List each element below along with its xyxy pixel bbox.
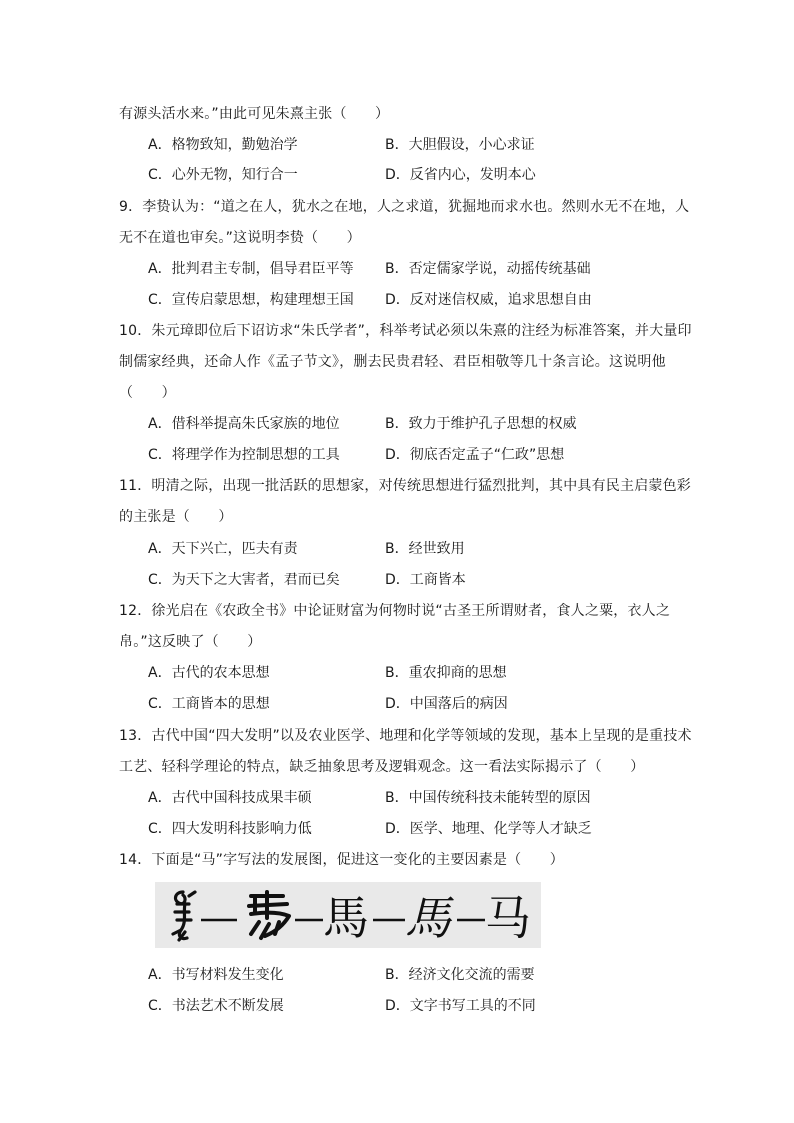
- q9-option-b: B．否定儒家学说，动摇传统基础: [385, 261, 591, 277]
- q9-option-d: D．反对迷信权威，追求思想自由: [385, 292, 592, 308]
- q10-stem-line2: 制儒家经典，还命人作《孟子节文》，删去民贵君轻、君臣相敬等几十条言论。这说明他: [119, 354, 666, 370]
- q8-option-c: C．心外无物，知行合一: [148, 167, 298, 183]
- q10-option-c: C．将理学作为控制思想的工具: [148, 447, 340, 463]
- simplified-glyph: 马: [485, 891, 531, 945]
- q12-stem-line1: 12．徐光启在《农政全书》中论证财富为何物时说“古圣王所谓财者，食人之粟，衣人之: [119, 603, 671, 619]
- q10-stem-line1: 10．朱元璋即位后下诏访求“朱氏学者”，科举考试必须以朱熹的注经为标准答案，并大量印: [119, 323, 692, 339]
- q11-stem-line2: 的主张是（ ）: [119, 509, 233, 525]
- q11-option-b: B．经世致用: [385, 541, 465, 557]
- q11-option-d: D．工商皆本: [385, 572, 466, 588]
- q12-option-d: D．中国落后的病因: [385, 696, 508, 712]
- regular-script-glyph: 馬: [405, 891, 451, 945]
- q8-option-b: B．大胆假设，小心求证: [385, 137, 535, 153]
- q14-option-c: C．书法艺术不断发展: [148, 998, 284, 1014]
- q10-option-a: A．借科举提高朱氏家族的地位: [148, 416, 340, 432]
- q9-stem-line2: 无不在道也审矣。”这说明李贽（ ）: [119, 230, 361, 246]
- q12-option-c: C．工商皆本的思想: [148, 696, 270, 712]
- q12-option-b: B．重农抑商的思想: [385, 665, 507, 681]
- q13-option-b: B．中国传统科技未能转型的原因: [385, 790, 591, 806]
- q12-option-a: A．古代的农本思想: [148, 665, 270, 681]
- q14-option-a: A．书写材料发生变化: [148, 967, 284, 983]
- oracle-bone-horse-glyph: [173, 892, 195, 940]
- q12-stem-line2: 帛。”这反映了（ ）: [119, 634, 262, 650]
- q11-option-c: C．为天下之大害者，君而已矣: [148, 572, 340, 588]
- q14-option-d: D．文字书写工具的不同: [385, 998, 536, 1014]
- q8-option-d: D．反省内心，发明本心: [385, 167, 536, 183]
- q8-option-a: A．格物致知，勤勉治学: [148, 137, 298, 153]
- q10-stem-line3: （ ）: [119, 385, 176, 401]
- q10-option-b: B．致力于维护孔子思想的权威: [385, 416, 577, 432]
- q13-option-d: D．医学、地理、化学等人才缺乏: [385, 821, 592, 837]
- q13-stem-line1: 13．古代中国“四大发明”以及农业医学、地理和化学等领域的发现，基本上呈现的是重技术: [119, 728, 692, 744]
- q11-stem-line1: 11．明清之际，出现一批活跃的思想家，对传统思想进行猛烈批判，其中具有民主启蒙色彩: [119, 478, 692, 494]
- ma-character-evolution-figure: [155, 882, 541, 948]
- q10-option-d: D．彻底否定孟子“仁政”思想: [385, 447, 565, 463]
- q13-option-c: C．四大发明科技影响力低: [148, 821, 312, 837]
- q14-option-b: B．经济文化交流的需要: [385, 967, 535, 983]
- q8-stem: 有源头活水来。”由此可见朱熹主张（ ）: [119, 106, 390, 122]
- q14-stem: 14．下面是“马”字写法的发展图，促进这一变化的主要因素是（ ）: [119, 852, 564, 868]
- q13-stem-line2: 工艺、轻科学理论的特点，缺乏抽象思考及逻辑观念。这一看法实际揭示了（ ）: [119, 759, 645, 775]
- q11-option-a: A．天下兴亡，匹夫有责: [148, 541, 298, 557]
- seal-script-horse-glyph: [249, 892, 289, 938]
- clerical-script-glyph: 馬: [323, 891, 369, 945]
- q9-option-c: C．宣传启蒙思想，构建理想王国: [148, 292, 354, 308]
- q9-stem-line1: 9．李贽认为：“道之在人，犹水之在地，人之求道，犹掘地而求水也。然则水无不在地，人: [119, 199, 690, 215]
- q9-option-a: A．批判君主专制，倡导君臣平等: [148, 261, 354, 277]
- q13-option-a: A．古代中国科技成果丰硕: [148, 790, 312, 806]
